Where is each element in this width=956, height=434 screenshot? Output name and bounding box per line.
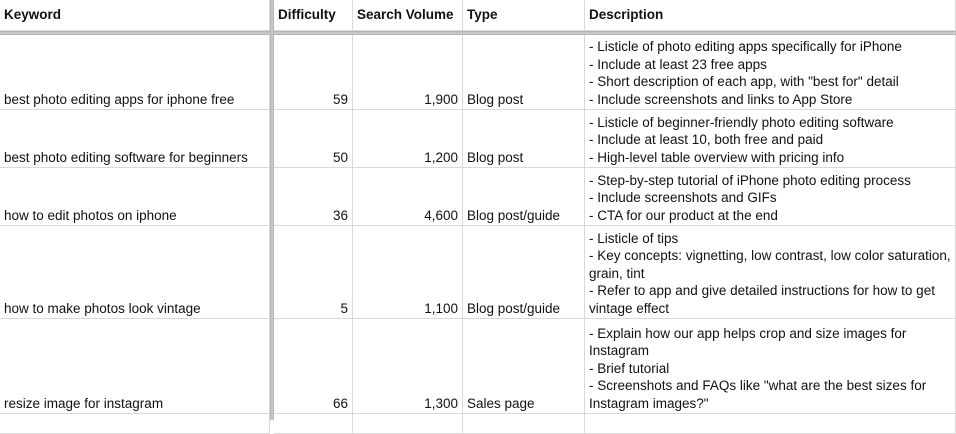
cell-description[interactable]: [585, 319, 956, 414]
empty-cell[interactable]: [463, 414, 585, 434]
cell-keyword[interactable]: how to edit photos on iphone: [0, 168, 270, 226]
header-keyword[interactable]: Keyword: [0, 0, 270, 31]
empty-cell[interactable]: [0, 414, 270, 434]
cell-difficulty[interactable]: 50: [274, 110, 353, 168]
cell-keyword[interactable]: resize image for instagram: [0, 319, 270, 414]
description-line: - CTA for our product at the end: [589, 207, 778, 223]
header-type[interactable]: Type: [463, 0, 585, 31]
cell-description[interactable]: [585, 35, 956, 110]
cell-type[interactable]: Blog post: [463, 110, 585, 168]
cell-difficulty[interactable]: 36: [274, 168, 353, 226]
description-line: - Listicle of tips: [589, 230, 679, 246]
cell-description[interactable]: [585, 110, 956, 168]
empty-cell[interactable]: [274, 414, 353, 434]
description-line: - Include at least 10, both free and paid: [589, 132, 824, 147]
frozen-row-divider[interactable]: [0, 31, 956, 35]
cell-difficulty[interactable]: 5: [274, 226, 353, 319]
description-line: - Refer to app and give detailed instructions for how to get vintage effect: [589, 283, 935, 316]
cell-difficulty[interactable]: 66: [274, 319, 353, 414]
header-search-volume[interactable]: Search Volume: [353, 0, 463, 31]
cell-keyword[interactable]: best photo editing apps for iphone free: [0, 35, 270, 110]
description-line: - High-level table overview with pricing info: [589, 149, 845, 165]
header-difficulty[interactable]: Difficulty: [274, 0, 353, 31]
frozen-column-divider[interactable]: [270, 0, 274, 420]
cell-search-volume[interactable]: 1,900: [353, 35, 463, 110]
cell-description[interactable]: [585, 168, 956, 226]
description-line: - Screenshots and FAQs like "what are the best sizes for Instagram images?": [589, 378, 927, 411]
description-line: - Include screenshots and GIFs: [589, 190, 777, 205]
cell-description[interactable]: [585, 226, 956, 319]
cell-keyword[interactable]: best photo editing software for beginners: [0, 110, 270, 168]
description-line: - Include screenshots and links to App Store: [589, 91, 853, 107]
cell-type[interactable]: Blog post/guide: [463, 168, 585, 226]
cell-search-volume[interactable]: 1,100: [353, 226, 463, 319]
cell-keyword[interactable]: how to make photos look vintage: [0, 226, 270, 319]
description-line: - Listicle of photo editing apps specifically for iPhone: [589, 39, 902, 54]
description-line: - Brief tutorial: [589, 360, 670, 376]
header-description[interactable]: Description: [585, 0, 956, 31]
empty-cell[interactable]: [585, 414, 956, 434]
description-line: - Listicle of beginner-friendly photo editing software: [589, 114, 894, 130]
description-line: - Step-by-step tutorial of iPhone photo editing process: [589, 172, 911, 188]
cell-difficulty[interactable]: 59: [274, 35, 353, 110]
cell-search-volume[interactable]: 4,600: [353, 168, 463, 226]
cell-type[interactable]: Blog post: [463, 35, 585, 110]
empty-cell[interactable]: [353, 414, 463, 434]
cell-type[interactable]: Sales page: [463, 319, 585, 414]
cell-search-volume[interactable]: 1,200: [353, 110, 463, 168]
cell-type[interactable]: Blog post/guide: [463, 226, 585, 319]
cell-search-volume[interactable]: 1,300: [353, 319, 463, 414]
description-line: - Include at least 23 free apps: [589, 56, 767, 72]
description-line: - Short description of each app, with "best for" detail: [589, 74, 899, 89]
description-line: - Key concepts: vignetting, low contrast, low color saturation, grain, tint: [589, 248, 951, 281]
description-line: - Explain how our app helps crop and size images for Instagram: [589, 325, 907, 358]
